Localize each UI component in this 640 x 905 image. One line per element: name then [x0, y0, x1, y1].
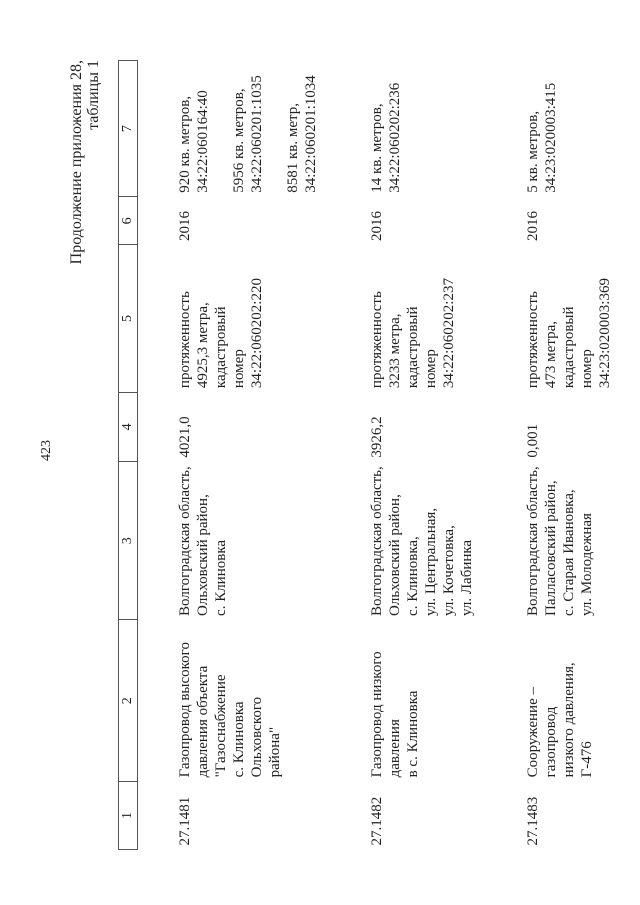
text-line: номер: [579, 349, 595, 389]
object-year: 2016: [525, 210, 541, 241]
text-line: Палласовский район,: [543, 480, 559, 616]
text-line: с. Старая Ивановка,: [561, 489, 577, 616]
text-line: с. Клиновка Ольховского: [231, 696, 265, 778]
text-line: Волгоградская область,: [369, 466, 385, 616]
text-line: ул. Центральная,: [423, 507, 439, 616]
text-line: 34:23:020003:415: [543, 82, 559, 193]
text-line: протяженность: [525, 291, 541, 389]
text-line: 34:22:060202:236: [387, 82, 403, 193]
text-line: с. Клиновка: [213, 539, 229, 616]
object-name: [330, 620, 486, 781]
text-line: 473 метра,: [543, 321, 559, 389]
object-description: [486, 245, 624, 392]
text-line: 34:22:060164:40: [195, 90, 211, 193]
row-number: 27.1482: [369, 796, 385, 846]
text-line: номер: [423, 349, 439, 389]
header-cell: 1: [119, 781, 138, 849]
text-line: 5 кв. метров,: [525, 110, 541, 193]
text-line: 8581 кв. метр,: [285, 102, 301, 193]
land-plots: [486, 61, 624, 197]
table-caption: [68, 60, 102, 264]
text-line: 34:22:060201:1035: [249, 75, 265, 193]
text-line: Ольховский район,: [387, 494, 403, 616]
object-address: [138, 462, 331, 620]
object-name: [486, 620, 624, 781]
text-line: 34:22:060202:220: [249, 278, 265, 389]
object-year: 2016: [369, 210, 385, 241]
text-line: 34:23:020003:369: [597, 278, 613, 389]
header-cell: 6: [119, 197, 138, 245]
caption-line: таблицы 1: [85, 60, 102, 130]
text-line: в с. Клиновка: [405, 690, 421, 778]
text-line: давления: [387, 719, 403, 778]
row-number: 27.1481: [177, 796, 193, 846]
text-line: кадастровый: [405, 306, 421, 389]
page-number: 423: [39, 440, 54, 461]
header-cell: 3: [119, 462, 138, 620]
table-row: [330, 61, 486, 850]
text-line: ул. Молодежная: [579, 513, 595, 616]
text-line: Ольховский район,: [195, 494, 211, 616]
text-line: ул. Кочетовка,: [441, 525, 457, 616]
header-cell: 2: [119, 620, 138, 781]
text-line: ул. Лабинка: [459, 539, 475, 616]
text-line: 4925,3 метра,: [195, 302, 211, 389]
object-year: 2016: [177, 210, 193, 241]
text-line: 34:22:060201:1034: [303, 75, 319, 193]
text-line: 34:22:060202:237: [441, 278, 457, 389]
text-line: протяженность: [177, 291, 193, 389]
text-line: давления объекта: [195, 665, 211, 778]
text-line: с. Клиновка,: [405, 536, 421, 616]
text-line: Газопровод высокого: [177, 642, 193, 778]
text-line: Сооружение – газопровод: [525, 687, 559, 778]
header-cell: 7: [119, 61, 138, 197]
object-address: [330, 462, 486, 620]
caption-line: Продолжение приложения 28,: [68, 60, 85, 265]
text-line: протяженность: [369, 291, 385, 389]
table-row: [486, 61, 624, 850]
text-line: Волгоградская область,: [525, 466, 541, 616]
object-value: 4021,0: [177, 416, 193, 458]
text-line: 920 кв. метров,: [177, 95, 193, 193]
text-line: кадастровый: [213, 306, 229, 389]
land-plots: [138, 61, 331, 197]
text-line: низкого давления, Г-476: [561, 662, 595, 778]
appendix-table: [118, 60, 624, 850]
text-line: района": [267, 726, 283, 778]
table-header-row: [119, 61, 138, 850]
text-line: 3233 метра,: [387, 313, 403, 389]
object-value: 3926,2: [369, 416, 385, 458]
text-line: 5956 кв. метров,: [231, 88, 247, 193]
text-line: Волгоградская область,: [177, 466, 193, 616]
object-description: [138, 245, 331, 392]
text-line: Газопровод низкого: [369, 651, 385, 778]
object-value: 0,001: [525, 423, 541, 458]
header-cell: 4: [119, 392, 138, 462]
header-cell: 5: [119, 245, 138, 392]
text-line: номер: [231, 349, 247, 389]
table-row: [138, 61, 331, 850]
object-description: [330, 245, 486, 392]
object-address: [486, 462, 624, 620]
text-line: "Газоснабжение: [213, 674, 229, 778]
land-plots: [330, 61, 486, 197]
object-name: [138, 620, 331, 781]
text-line: 14 кв. метров,: [369, 103, 385, 193]
text-line: кадастровый: [561, 306, 577, 389]
row-number: 27.1483: [525, 796, 541, 846]
